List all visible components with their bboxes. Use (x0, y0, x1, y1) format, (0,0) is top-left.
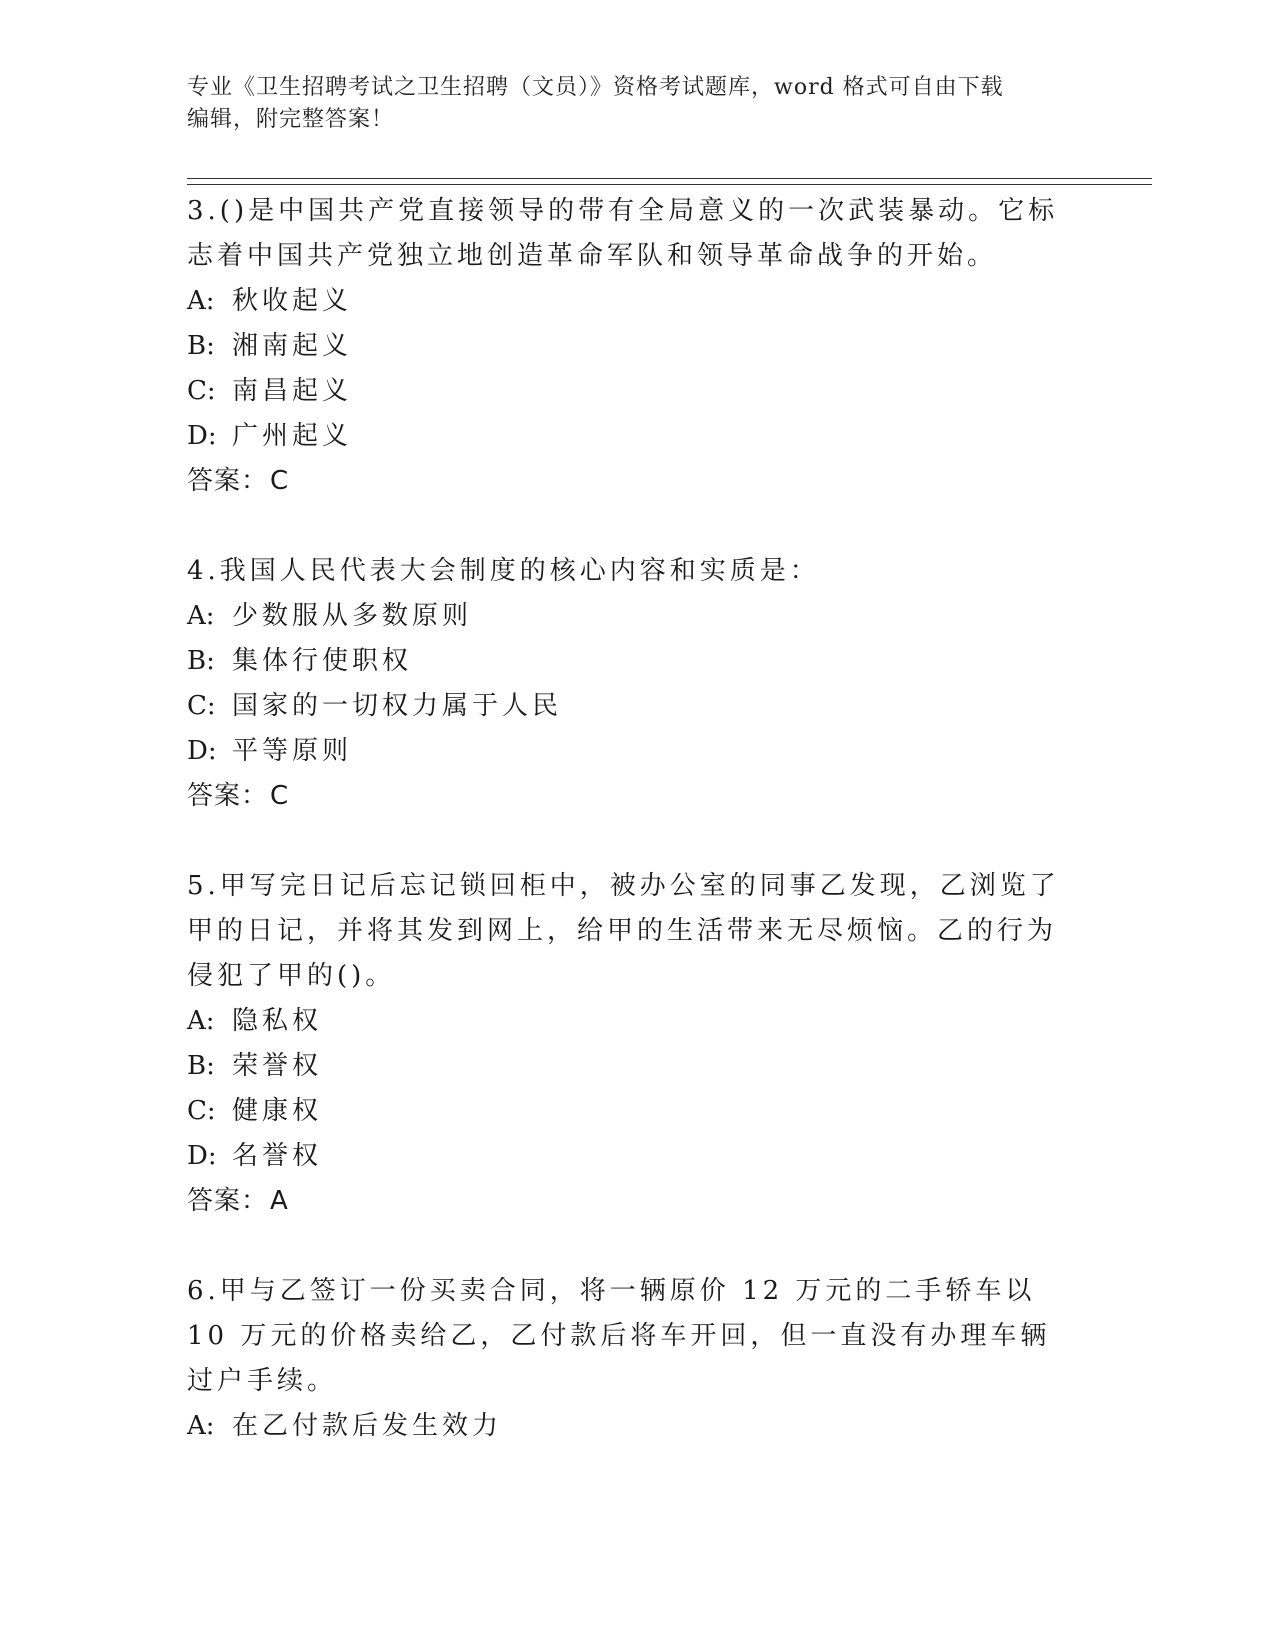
option-key: C: (187, 691, 216, 721)
answer-label: 答案： (187, 781, 269, 811)
answer-line (187, 774, 1067, 819)
option-label: 南昌起义 (232, 376, 353, 406)
option-key: A: (187, 601, 215, 631)
header-line-2: 编辑，附完整答案！ (187, 107, 395, 132)
option-label: 国家的一切权力属于人民 (232, 691, 563, 721)
answer-line (187, 1179, 1067, 1224)
answer-value: C (270, 781, 290, 811)
document-header (187, 72, 1067, 136)
question-text: 3.()是中国共产党直接领导的带有全局意义的一次武装暴动。它标志着中国共产党独立地创造革命军队和领导革命战争的开始。 (187, 196, 1059, 271)
option-key: B: (187, 646, 215, 676)
option-key: C: (187, 1096, 216, 1126)
answer-label: 答案： (187, 466, 269, 496)
option-key: D: (187, 1141, 217, 1171)
option-c (187, 369, 1067, 414)
option-key: A: (187, 1411, 215, 1441)
option-b (187, 1044, 1067, 1089)
option-c (187, 1089, 1067, 1134)
option-label: 在乙付款后发生效力 (232, 1411, 503, 1441)
question-text: 4.我国人民代表大会制度的核心内容和实质是： (187, 556, 820, 586)
option-key: A: (187, 286, 215, 316)
option-label: 集体行使职权 (232, 646, 413, 676)
option-label: 平等原则 (232, 736, 353, 766)
question-text: 6.甲与乙签订一份买卖合同，将一辆原价 12 万元的二手轿车以 10 万元的价格卖给乙，乙付款后将车开回，但一直没有办理车辆过户手续。 (187, 1276, 1051, 1396)
option-label: 秋收起义 (232, 286, 353, 316)
header-divider-top (187, 178, 1152, 179)
option-label: 名誉权 (232, 1141, 323, 1171)
option-key: C: (187, 376, 216, 406)
option-label: 隐私权 (232, 1006, 323, 1036)
option-key: A: (187, 1006, 215, 1036)
option-label: 健康权 (232, 1096, 323, 1126)
option-label: 广州起义 (232, 421, 353, 451)
option-b (187, 639, 1067, 684)
option-a (187, 594, 1067, 639)
option-label: 湘南起义 (232, 331, 353, 361)
answer-line (187, 459, 1067, 504)
option-a (187, 999, 1067, 1044)
header-divider-bottom (187, 184, 1152, 185)
option-key: B: (187, 1051, 215, 1081)
question-5 (187, 864, 1067, 1224)
option-b (187, 324, 1067, 369)
question-text: 5.甲写完日记后忘记锁回柜中，被办公室的同事乙发现，乙浏览了甲的日记，并将其发到网上，给甲的生活带来无尽烦恼。乙的行为侵犯了甲的()。 (187, 871, 1060, 991)
answer-label: 答案： (187, 1186, 269, 1216)
option-a (187, 1404, 1067, 1449)
header-line-1: 专业《卫生招聘考试之卫生招聘（文员）》资格考试题库，word 格式可自由下载 (187, 75, 1004, 100)
option-a (187, 279, 1067, 324)
option-d (187, 729, 1067, 774)
option-key: D: (187, 736, 217, 766)
question-list (187, 187, 1067, 1449)
option-d (187, 414, 1067, 459)
question-3 (187, 189, 1067, 504)
option-key: B: (187, 331, 215, 361)
answer-value: A (270, 1186, 289, 1216)
option-label: 荣誉权 (232, 1051, 323, 1081)
option-label: 少数服从多数原则 (232, 601, 473, 631)
answer-value: C (270, 466, 290, 496)
option-c (187, 684, 1067, 729)
option-key: D: (187, 421, 217, 451)
option-d (187, 1134, 1067, 1179)
question-6 (187, 1269, 1067, 1449)
question-4 (187, 549, 1067, 819)
